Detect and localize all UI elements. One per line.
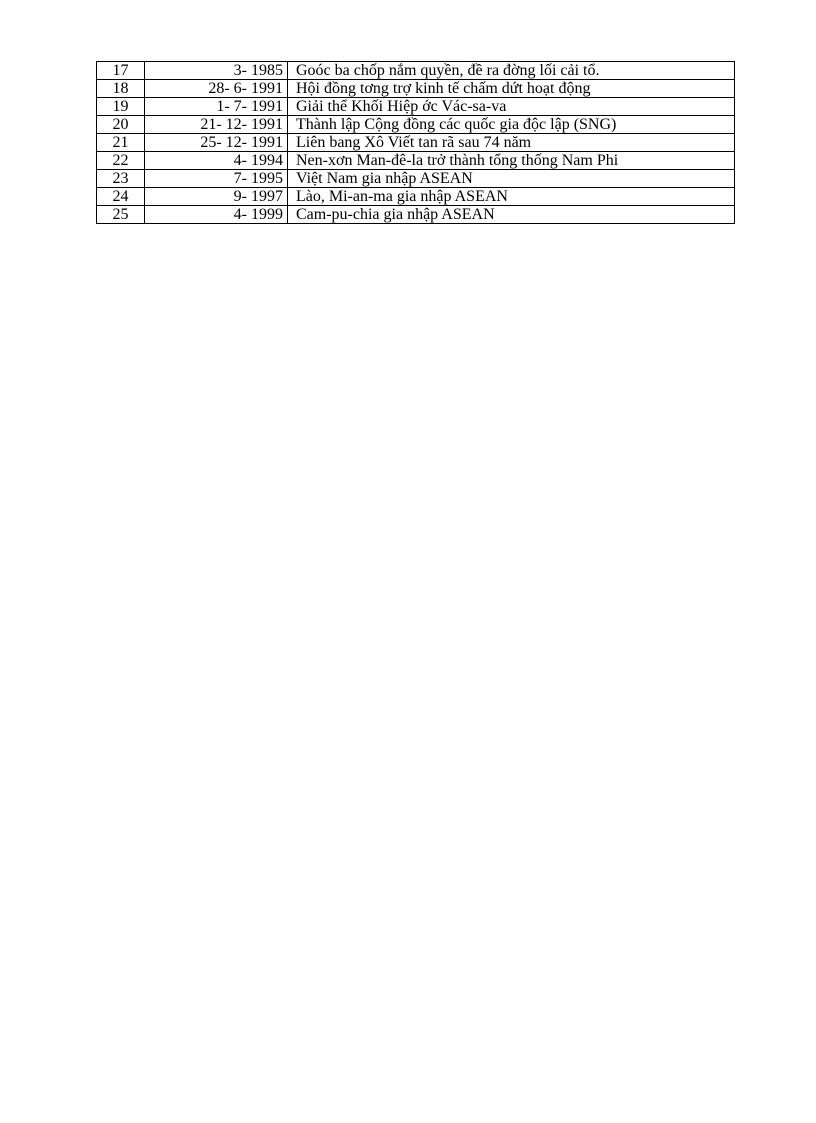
table-row [97,98,735,116]
row-number: 25 [97,206,145,224]
event-description: Cam-pu-chia gia nhập ASEAN [288,206,735,224]
row-number: 21 [97,134,145,152]
event-date: 4- 1994 [145,152,288,170]
table-row [97,62,735,80]
event-description: Việt Nam gia nhập ASEAN [288,170,735,188]
event-date: 4- 1999 [145,206,288,224]
row-number: 23 [97,170,145,188]
event-date: 7- 1995 [145,170,288,188]
event-description: Liên bang Xô Viết tan rã sau 74 năm [288,134,735,152]
row-number: 20 [97,116,145,134]
events-table [96,61,735,224]
table-row [97,152,735,170]
row-number: 19 [97,98,145,116]
table-row [97,206,735,224]
event-date: 28- 6- 1991 [145,80,288,98]
event-description: Giải thể Khối Hiệp ớc Vác-sa-va [288,98,735,116]
event-date: 25- 12- 1991 [145,134,288,152]
row-number: 17 [97,62,145,80]
event-description: Goóc ba chốp nắm quyền, đề ra đờng lối cải tổ. [288,62,735,80]
event-description: Thành lập Cộng đồng các quốc gia độc lập (SNG) [288,116,735,134]
event-description: Lào, Mi-an-ma gia nhập ASEAN [288,188,735,206]
event-date: 9- 1997 [145,188,288,206]
event-date: 1- 7- 1991 [145,98,288,116]
table-row [97,80,735,98]
table-row [97,134,735,152]
event-date: 3- 1985 [145,62,288,80]
table-row [97,116,735,134]
row-number: 18 [97,80,145,98]
table-row [97,188,735,206]
event-description: Nen-xơn Man-đê-la trở thành tổng thống Nam Phi [288,152,735,170]
table-row [97,170,735,188]
event-description: Hội đồng tơng trợ kinh tế chấm dứt hoạt động [288,80,735,98]
event-date: 21- 12- 1991 [145,116,288,134]
row-number: 24 [97,188,145,206]
row-number: 22 [97,152,145,170]
